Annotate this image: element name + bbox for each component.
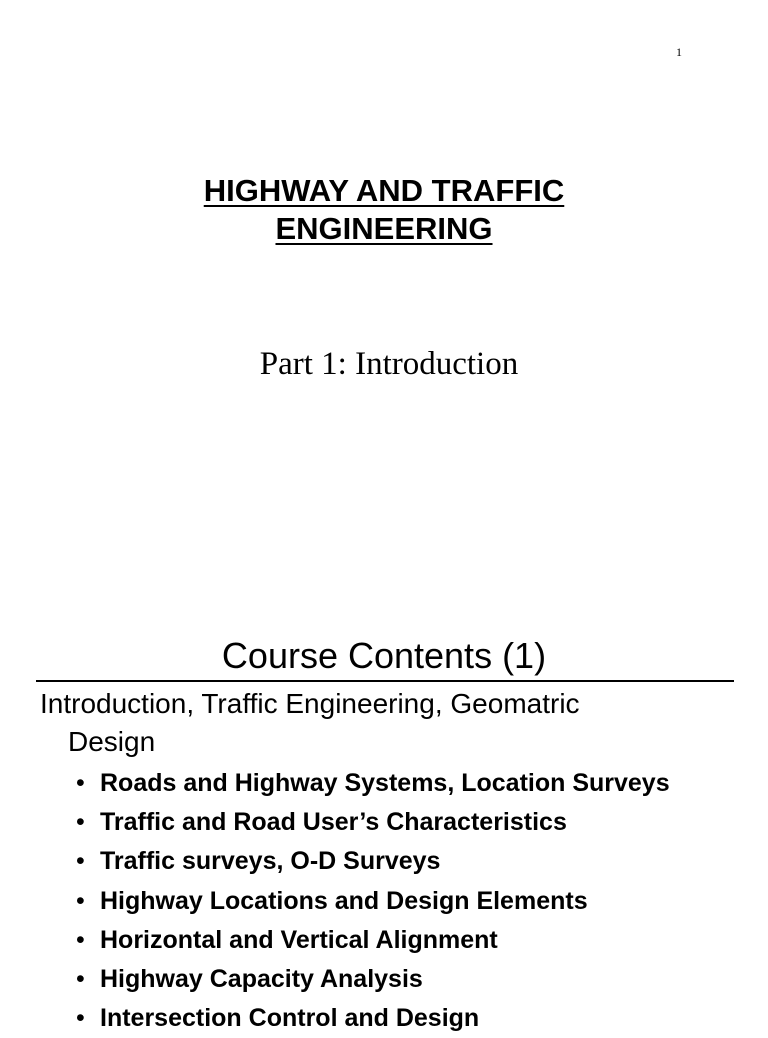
list-item-text: Intersection Control and Design: [100, 1004, 480, 1033]
bullet-icon: •: [76, 808, 85, 837]
list-item: [76, 764, 670, 803]
course-contents-heading: Course Contents (1): [221, 635, 547, 676]
list-item: [76, 960, 670, 999]
slide-title-line-2: ENGINEERING: [275, 211, 493, 246]
bullet-icon: •: [76, 886, 85, 915]
bullet-icon: •: [76, 965, 85, 994]
list-item-text: Traffic surveys, O-D Surveys: [100, 847, 441, 876]
list-item-text: Highway Locations and Design Elements: [100, 886, 588, 915]
list-item-text: Horizontal and Vertical Alignment: [100, 925, 498, 954]
bullet-icon: •: [76, 925, 85, 954]
slide-title-line-1: HIGHWAY AND TRAFFIC: [203, 173, 565, 208]
contents-intro: [40, 685, 740, 761]
list-item: [76, 842, 670, 881]
list-item: [76, 999, 670, 1038]
list-item: [76, 921, 670, 960]
bullet-icon: •: [76, 769, 85, 797]
course-topic-list: [76, 764, 670, 1038]
slide-title: [0, 172, 768, 248]
list-item: [76, 803, 670, 842]
contents-intro-line-1: Introduction, Traffic Engineering, Geomatric: [40, 688, 580, 719]
page-number: 1: [676, 45, 682, 59]
bullet-icon: •: [76, 1004, 85, 1033]
slide-subtitle: Part 1: Introduction: [259, 346, 519, 382]
list-item-text: Traffic and Road User’s Characteristics: [100, 808, 567, 837]
heading-divider: [36, 680, 734, 682]
list-item: [76, 882, 670, 921]
list-item-text: Highway Capacity Analysis: [100, 965, 423, 994]
contents-intro-line-2: Design: [68, 726, 156, 757]
bullet-icon: •: [76, 847, 85, 876]
list-item-text: Roads and Highway Systems, Location Surveys: [100, 769, 670, 797]
